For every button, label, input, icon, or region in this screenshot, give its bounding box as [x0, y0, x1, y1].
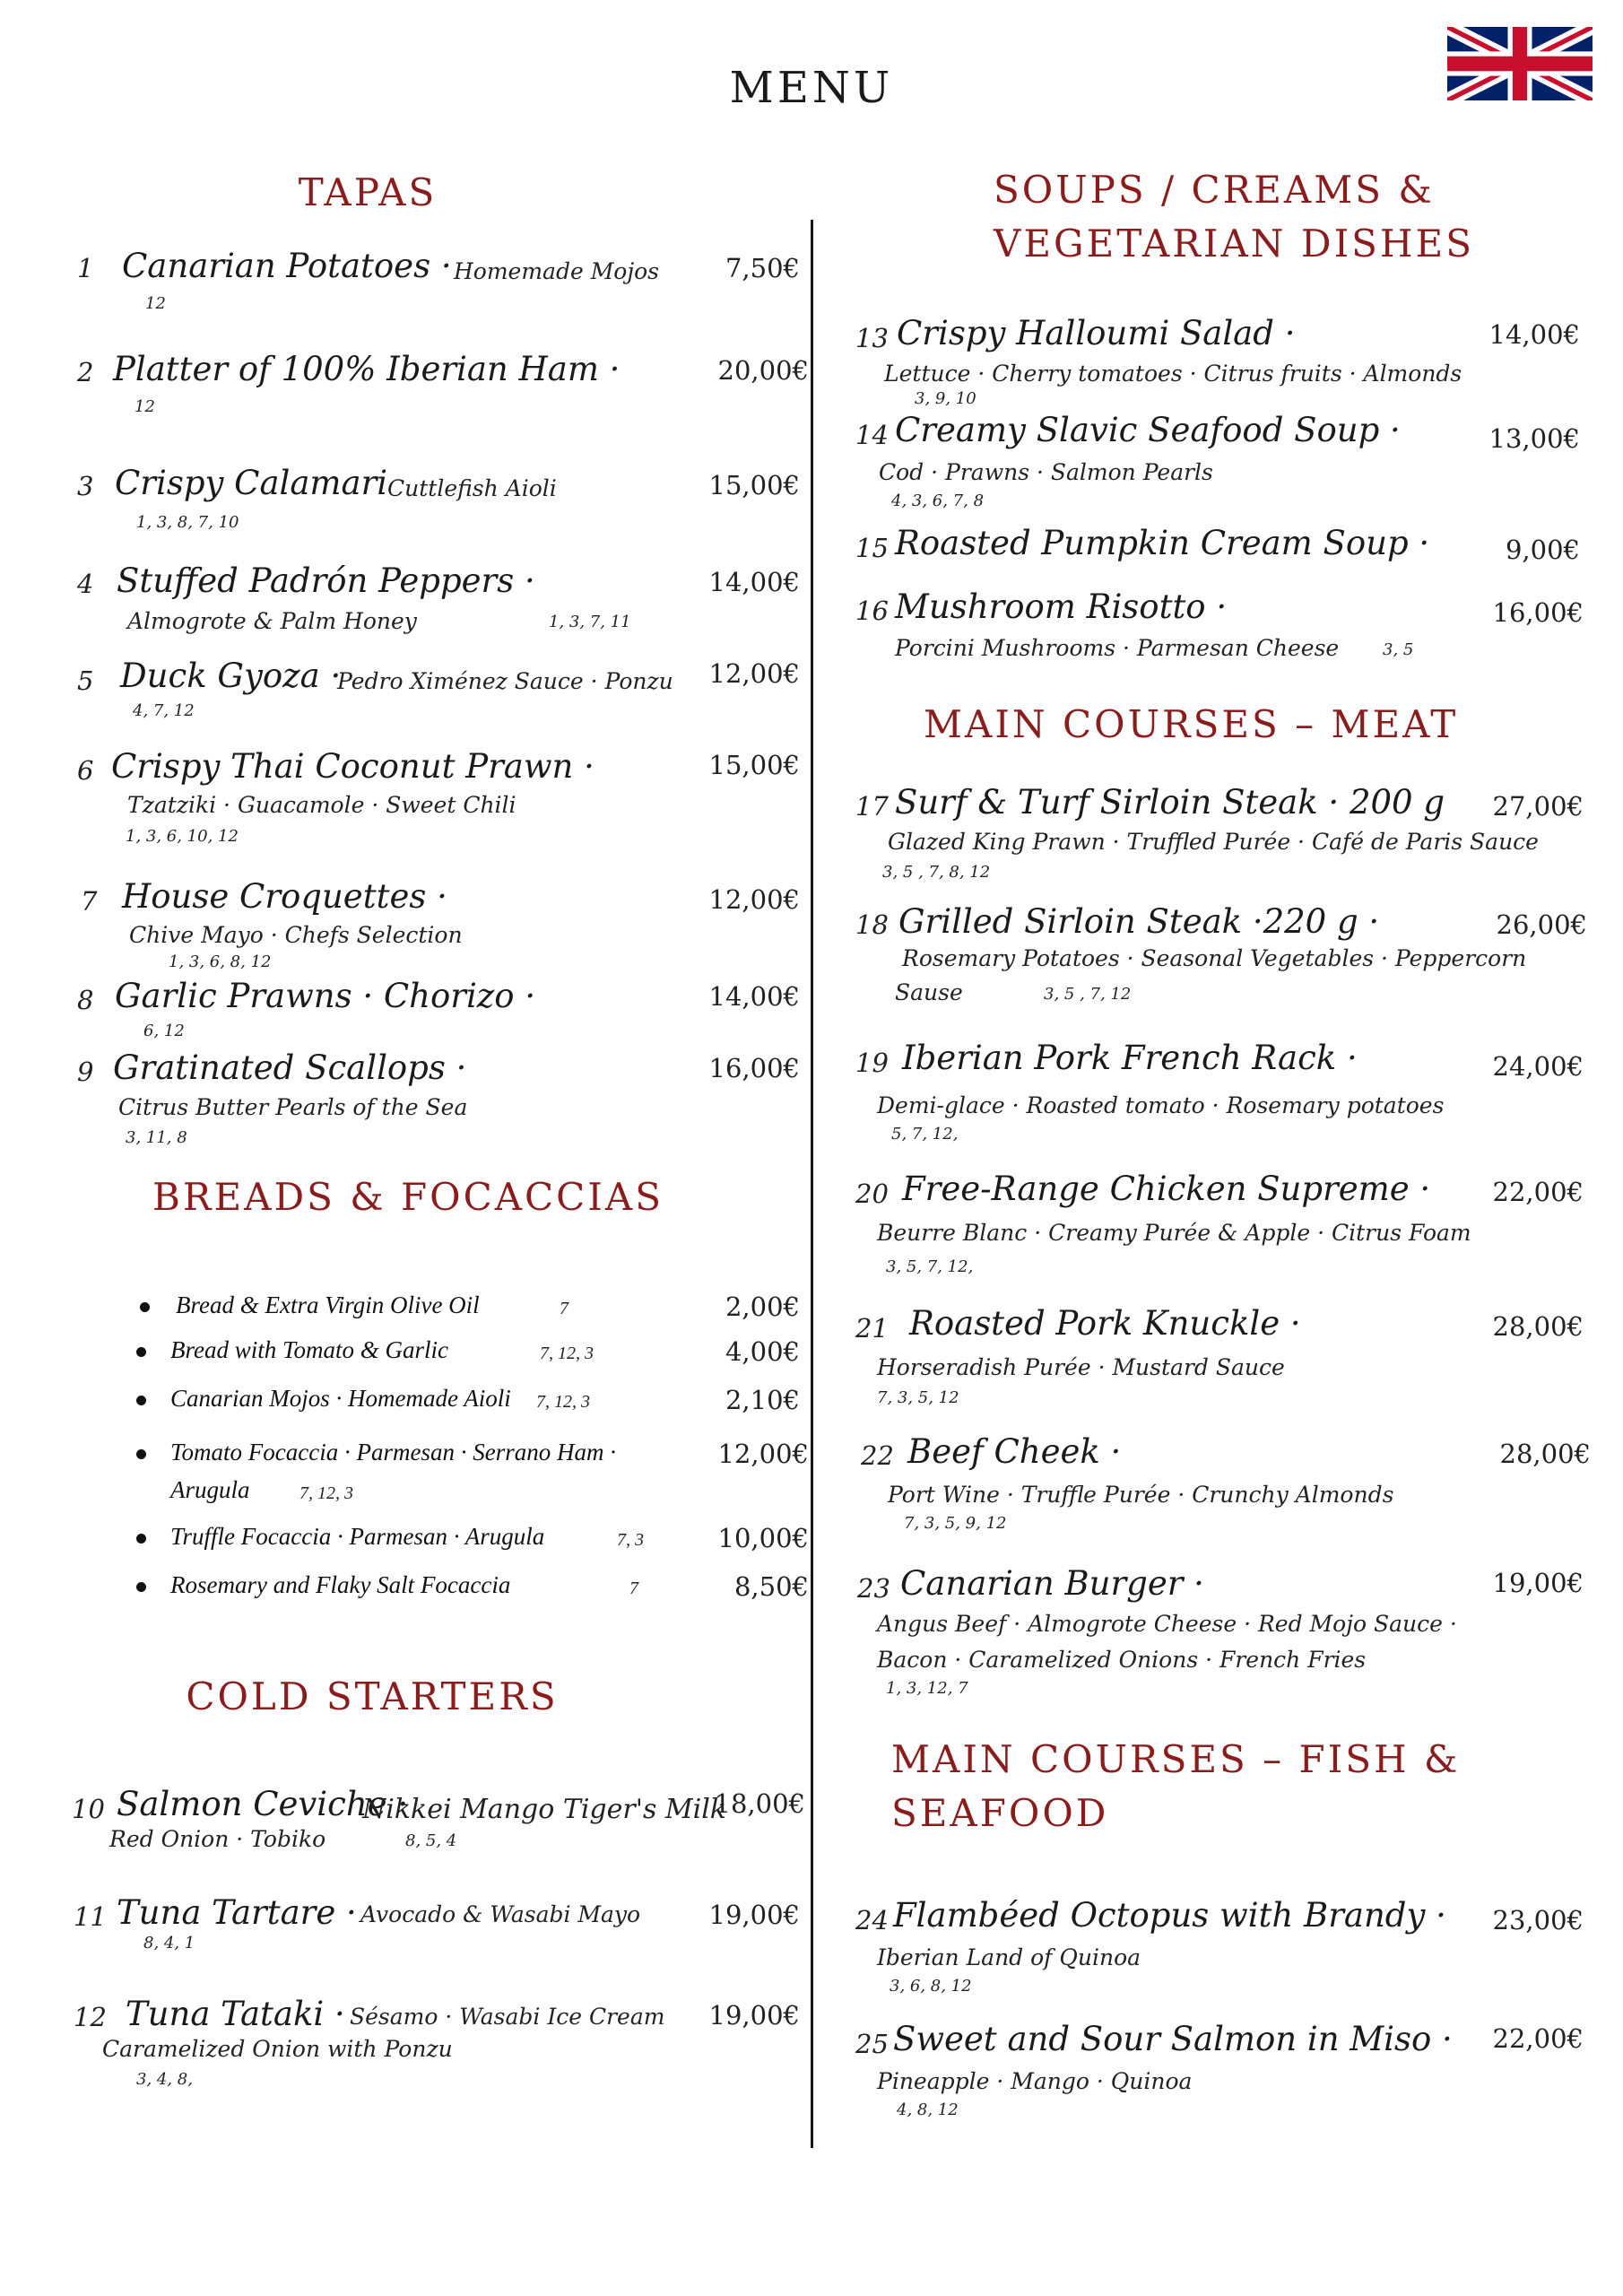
bullet-icon — [136, 1534, 146, 1544]
item-number: 25 — [855, 2029, 889, 2059]
item-number: 9 — [77, 1057, 94, 1087]
item-name: Roasted Pumpkin Cream Soup · — [895, 524, 1430, 562]
item-price: 23,00€ — [1492, 1905, 1584, 1935]
item-number: 21 — [855, 1313, 889, 1344]
item-description: Nikkei Mango Tiger's Milk — [362, 1794, 726, 1825]
item-number: 14 — [855, 420, 889, 450]
bread-name: Tomato Focaccia · Parmesan · Serrano Ham · — [170, 1439, 616, 1465]
item-name: Mushroom Risotto · — [895, 587, 1228, 626]
item-description: Port Wine · Truffle Purée · Crunchy Almonds — [888, 1482, 1394, 1508]
item-description: Almogrote & Palm Honey — [127, 608, 417, 634]
item-price: 28,00€ — [1492, 1311, 1584, 1342]
item-price: 22,00€ — [1492, 1177, 1584, 1207]
item-name: Platter of 100% Iberian Ham · — [113, 350, 621, 388]
uk-flag-icon[interactable] — [1447, 27, 1593, 100]
bullet-icon — [136, 1347, 146, 1357]
item-description: Citrus Butter Pearls of the Sea — [118, 1094, 468, 1120]
item-allergens: 8, 5, 4 — [405, 1831, 457, 1850]
item-price: 12,00€ — [708, 884, 800, 915]
item-number: 24 — [855, 1905, 889, 1935]
item-description: Pedro Ximénez Sauce · Ponzu — [337, 668, 673, 694]
item-price: 19,00€ — [1492, 1568, 1584, 1598]
item-description: Beurre Blanc · Creamy Purée & Apple · Citrus Foam — [877, 1220, 1471, 1246]
item-price: 13,00€ — [1488, 423, 1580, 454]
bread-price: 2,10€ — [725, 1385, 800, 1415]
item-description: Iberian Land of Quinoa — [877, 1944, 1141, 1970]
item-description: Avocado & Wasabi Mayo — [360, 1901, 641, 1927]
item-number: 20 — [855, 1178, 889, 1209]
item-price: 26,00€ — [1496, 909, 1587, 940]
item-allergens: 3, 5 — [1383, 640, 1414, 659]
item-description: Lettuce · Cherry tomatoes · Citrus fruits · Almonds — [884, 361, 1462, 387]
bread-price: 10,00€ — [717, 1523, 809, 1553]
item-number: 18 — [855, 909, 889, 940]
item-allergens: 7, 3, 5, 12 — [877, 1388, 959, 1407]
item-number: 19 — [855, 1048, 889, 1078]
item-allergens: 3, 11, 8 — [126, 1128, 187, 1147]
item-number: 23 — [857, 1573, 890, 1604]
bread-name: Bread & Extra Virgin Olive Oil — [176, 1292, 480, 1318]
item-number: 17 — [855, 791, 889, 822]
item-description: Chive Mayo · Chefs Selection — [129, 922, 463, 948]
bullet-icon — [136, 1396, 146, 1405]
bread-price: 2,00€ — [725, 1292, 800, 1322]
section-title-fish-2: SEAFOOD — [891, 1791, 1109, 1835]
item-number: 16 — [855, 596, 889, 626]
bullet-icon — [136, 1582, 146, 1592]
item-allergens: 1, 3, 8, 7, 10 — [136, 513, 239, 532]
item-name: Creamy Slavic Seafood Soup · — [895, 411, 1401, 449]
item-description: Demi-glace · Roasted tomato · Rosemary potatoes — [877, 1092, 1445, 1118]
item-number: 5 — [77, 665, 94, 696]
item-description: Cod · Prawns · Salmon Pearls — [879, 459, 1213, 485]
item-number: 11 — [74, 1901, 107, 1932]
bread-name-continued: Arugula — [170, 1476, 250, 1503]
bread-name: Truffle Focaccia · Parmesan · Arugula — [170, 1523, 545, 1550]
item-description: Pineapple · Mango · Quinoa — [877, 2068, 1193, 2094]
bread-allergens: 7, 12, 3 — [540, 1344, 594, 1363]
item-name: Sweet and Sour Salmon in Miso · — [893, 2020, 1453, 2058]
item-description-2: Caramelized Onion with Ponzu — [102, 2036, 453, 2062]
item-price: 7,50€ — [725, 253, 800, 283]
item-allergens: 1, 3, 6, 10, 12 — [126, 827, 239, 846]
item-price: 9,00€ — [1505, 535, 1580, 565]
item-name: Iberian Pork French Rack · — [902, 1039, 1358, 1077]
bread-price: 4,00€ — [725, 1336, 800, 1367]
item-description: Tzatziki · Guacamole · Sweet Chili — [127, 792, 516, 818]
item-name: Flambéed Octopus with Brandy · — [893, 1896, 1446, 1935]
item-name: House Croquettes · — [122, 877, 447, 916]
item-allergens: 3, 5, 7, 12, — [886, 1257, 974, 1276]
item-name: Crispy Calamari — [115, 464, 388, 502]
item-number: 6 — [77, 755, 94, 786]
bullet-icon — [136, 1449, 146, 1459]
bread-name: Rosemary and Flaky Salt Focaccia — [170, 1571, 511, 1598]
item-allergens: 12 — [135, 397, 155, 416]
item-name: Crispy Thai Coconut Prawn · — [111, 747, 595, 786]
section-title-breads: BREADS & FOCACCIAS — [152, 1175, 664, 1219]
bread-name: Canarian Mojos · Homemade Aioli — [170, 1385, 511, 1412]
item-allergens: 4, 3, 6, 7, 8 — [891, 491, 985, 510]
page-title: MENU — [729, 63, 894, 113]
item-description-2: Sause — [895, 979, 963, 1005]
item-allergens: 3, 6, 8, 12 — [890, 1977, 972, 1996]
item-description: Porcini Mushrooms · Parmesan Cheese — [895, 635, 1340, 661]
item-name: Crispy Halloumi Salad · — [897, 314, 1296, 352]
item-allergens: 12 — [145, 294, 166, 313]
item-allergens: 5, 7, 12, — [891, 1125, 959, 1144]
item-price: 12,00€ — [708, 658, 800, 689]
item-name: Roasted Pork Knuckle · — [909, 1304, 1301, 1343]
item-price: 19,00€ — [708, 2000, 800, 2031]
item-allergens: 3, 9, 10 — [915, 389, 976, 408]
item-number: 13 — [855, 323, 889, 353]
item-price: 27,00€ — [1492, 791, 1584, 822]
item-number: 2 — [77, 357, 94, 387]
item-price: 19,00€ — [708, 1900, 800, 1930]
item-price: 18,00€ — [714, 1788, 805, 1819]
item-name: Tuna Tartare · — [117, 1893, 357, 1932]
section-title-soups: SOUPS / CREAMS & — [994, 168, 1435, 212]
item-name: Free-Range Chicken Supreme · — [902, 1170, 1431, 1208]
item-name: Duck Gyoza · — [120, 657, 342, 695]
item-allergens: 6, 12 — [143, 1022, 185, 1040]
item-name: Gratinated Scallops · — [113, 1048, 467, 1087]
bread-allergens: 7 — [560, 1299, 568, 1318]
item-price: 14,00€ — [708, 567, 800, 597]
section-title-tapas: TAPAS — [298, 170, 438, 214]
item-name: Stuffed Padrón Peppers · — [117, 561, 535, 600]
item-number: 3 — [77, 471, 94, 501]
item-allergens: 1, 3, 7, 11 — [549, 613, 631, 631]
item-name: Salmon Ceviche · — [117, 1785, 409, 1823]
item-allergens: 3, 5 , 7, 12 — [1044, 985, 1132, 1004]
bread-allergens: 7 — [629, 1578, 638, 1598]
item-price: 14,00€ — [1488, 319, 1580, 350]
item-allergens: 4, 8, 12 — [897, 2100, 959, 2119]
item-name: Garlic Prawns · Chorizo · — [115, 977, 536, 1015]
item-description: Sésamo · Wasabi Ice Cream — [350, 2004, 665, 2030]
item-price: 15,00€ — [708, 750, 800, 780]
item-number: 4 — [77, 569, 94, 599]
item-description: Rosemary Potatoes · Seasonal Vegetables · Peppercorn — [902, 945, 1527, 971]
bread-allergens: 7, 12, 3 — [536, 1392, 590, 1412]
item-allergens: 1, 3, 12, 7 — [886, 1679, 968, 1698]
section-title-fish: MAIN COURSES – FISH & — [891, 1737, 1461, 1781]
item-number: 15 — [855, 533, 889, 563]
item-price: 22,00€ — [1492, 2023, 1584, 2054]
item-description-2: Bacon · Caramelized Onions · French Fries — [877, 1647, 1367, 1673]
item-description: Angus Beef · Almogrote Cheese · Red Mojo Sauce · — [877, 1611, 1457, 1637]
item-number: 1 — [77, 253, 94, 283]
item-allergens: 8, 4, 1 — [143, 1934, 195, 1952]
item-price: 24,00€ — [1492, 1051, 1584, 1082]
item-number: 12 — [74, 2002, 107, 2032]
item-name: Canarian Potatoes · — [122, 247, 452, 285]
item-price: 14,00€ — [708, 981, 800, 1012]
item-description: Homemade Mojos — [454, 258, 659, 284]
item-allergens: 1, 3, 6, 8, 12 — [169, 952, 272, 971]
item-name: Canarian Burger · — [900, 1564, 1204, 1603]
section-title-meat: MAIN COURSES – MEAT — [924, 702, 1459, 746]
item-number: 8 — [77, 985, 94, 1015]
item-description: Glazed King Prawn · Truffled Purée · Café de Paris Sauce — [888, 829, 1539, 855]
item-description: Horseradish Purée · Mustard Sauce — [877, 1354, 1285, 1380]
bread-allergens: 7, 3 — [617, 1530, 644, 1550]
item-price: 16,00€ — [1492, 597, 1584, 628]
item-price: 20,00€ — [717, 355, 809, 386]
item-number: 10 — [72, 1794, 105, 1824]
item-name: Surf & Turf Sirloin Steak · 200 g — [895, 783, 1445, 822]
item-price: 16,00€ — [708, 1053, 800, 1083]
item-allergens: 3, 4, 8, — [136, 2070, 193, 2089]
item-allergens: 7, 3, 5, 9, 12 — [904, 1514, 1007, 1533]
item-name: Tuna Tataki · — [126, 1995, 345, 2033]
item-allergens: 3, 5 , 7, 8, 12 — [882, 863, 991, 882]
bread-allergens: 7, 12, 3 — [299, 1483, 353, 1503]
item-description-2: Red Onion · Tobiko — [109, 1826, 326, 1852]
item-description: Cuttlefish Aioli — [387, 475, 557, 501]
item-number: 7 — [81, 886, 98, 917]
item-price: 28,00€ — [1499, 1439, 1591, 1469]
item-name: Beef Cheek · — [907, 1432, 1122, 1471]
bullet-icon — [140, 1302, 150, 1312]
section-title-soups-2: VEGETARIAN DISHES — [994, 222, 1474, 265]
item-number: 22 — [861, 1440, 894, 1471]
item-price: 15,00€ — [708, 470, 800, 500]
bread-price: 12,00€ — [717, 1439, 809, 1469]
item-name: Grilled Sirloin Steak ·220 g · — [898, 902, 1380, 941]
bread-name: Bread with Tomato & Garlic — [170, 1336, 449, 1363]
item-allergens: 4, 7, 12 — [133, 701, 195, 720]
section-title-cold-starters: COLD STARTERS — [186, 1674, 559, 1718]
bread-price: 8,50€ — [733, 1571, 809, 1602]
